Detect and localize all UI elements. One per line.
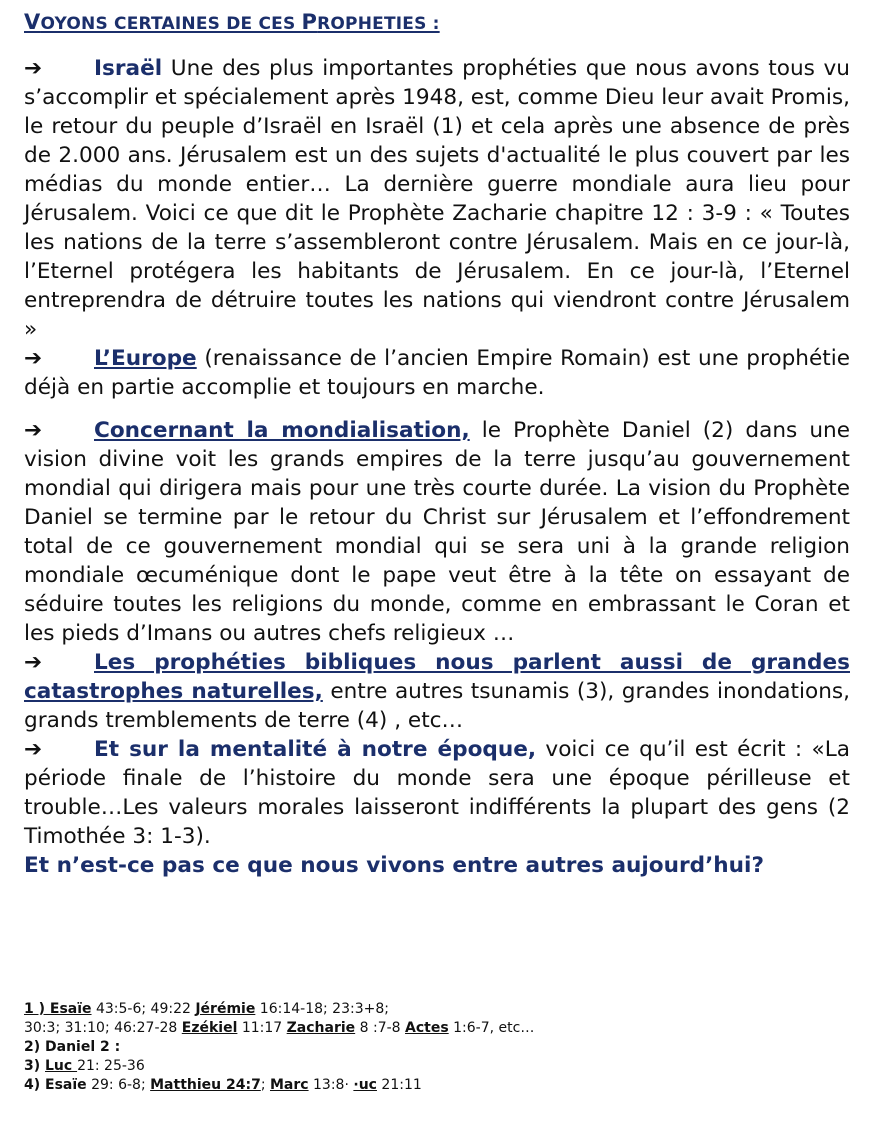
paragraph-catastrophes xyxy=(24,648,850,735)
arrow-icon: ➔ xyxy=(24,418,43,443)
arrow-icon: ➔ xyxy=(24,737,43,762)
arrow-icon: ➔ xyxy=(24,346,43,371)
footnote-1: 1 ) Esaïe 43:5-6; 49:22 Jérémie 16:14-18; 23:3+8; xyxy=(24,1001,389,1017)
ref-esaie: 1 ) Esaïe xyxy=(24,1001,92,1017)
paragraph-israel xyxy=(24,54,850,344)
section-heading xyxy=(24,10,850,34)
ref-matthieu: Matthieu 24:7 xyxy=(150,1077,261,1093)
paragraph-europe xyxy=(24,344,850,402)
paragraph-text-mondialisation: le Prophète Daniel (2) dans une vision divine voit les grands empires de la terre jusqu’au gouvernement mondial qui dirigera mais pour une très courte durée. La vision du Prophète Daniel se termine par le retour du Christ sur Jérusalem et l’effondrement total de ce gouvernement mondial qui se sera uni à la grande religion mondiale œcuménique dont le pape veut être à la tête on essayant de séduire toutes les religions du monde, comme en embrassant le Coran et les pieds d’Imans ou autres chefs religieux … xyxy=(24,418,850,646)
paragraph-text-mentalite: voici ce qu’il est écrit : «La période finale de l’histoire du monde sera une époque périlleuse et trouble…Les valeurs morales laisseront indifférents la plupart des gens (2 Timothée 3: 1-3). xyxy=(24,737,851,849)
footnotes xyxy=(24,1000,850,1095)
paragraph-text-europe: (renaissance de l’ancien Empire Romain) est une prophétie déjà en partie accomplie et toujours en marche. xyxy=(24,346,850,400)
arrow-icon: ➔ xyxy=(24,56,43,81)
footnote-2: 2) Daniel 2 : xyxy=(24,1039,121,1055)
footnote-3: 3) Luc 21: 25-36 xyxy=(24,1058,145,1074)
paragraph-mentalite xyxy=(24,735,850,851)
paragraph-mondialisation xyxy=(24,416,850,648)
ref-jeremie: Jérémie xyxy=(195,1001,256,1017)
paragraph-title-europe: L’Europe xyxy=(94,346,197,371)
document-page xyxy=(24,10,850,880)
footnote-4: 4) Esaïe 29: 6-8; Matthieu 24:7; Marc 13:8· ·uc 21:11 xyxy=(24,1077,422,1093)
heading-part-1: OYONS CERTAINES DE CES xyxy=(40,14,302,34)
paragraph-title-mondialisation: Concernant la mondialisation, xyxy=(94,418,470,443)
closing-question: Et n’est-ce pas ce que nous vivons entre autres aujourd’hui? xyxy=(24,853,764,878)
paragraph-title-catastrophes: Les prophéties bibliques nous parlent aussi de grandes catastrophes naturelles, xyxy=(24,650,850,704)
paragraph-text-catastrophes: entre autres tsunamis (3), grandes inondations, grands tremblements de terre (4) , etc… xyxy=(24,679,851,733)
heading-part-2: ROPHETIES : xyxy=(317,14,440,34)
ref-actes: Actes xyxy=(405,1020,449,1036)
ref-zacharie: Zacharie xyxy=(286,1020,356,1036)
arrow-icon: ➔ xyxy=(24,650,43,675)
ref-marc: Marc xyxy=(269,1077,309,1093)
footnote-1-cont: 30:3; 31:10; 46:27-28 Ezékiel 11:17 Zacharie 8 :7-8 Actes 1:6-7, etc… xyxy=(24,1020,535,1036)
ref-luc: Luc xyxy=(45,1058,78,1074)
ref-esaie-4: 4) Esaïe xyxy=(24,1077,87,1093)
paragraph-title-mentalite: Et sur la mentalité à notre époque, xyxy=(94,737,537,762)
paragraph-title-israel: Israël xyxy=(94,56,163,81)
paragraph-text-israel: Une des plus importantes prophéties que nous avons tous vu s’accomplir et spécialement après 1948, est, comme Dieu leur avait Promis, le retour du peuple d’Israël en Israël (1) et cela après une absence de près de 2.000 ans. Jérusalem est un des sujets d'actualité le plus couvert par les médias du monde entier… La dernière guerre mondiale aura lieu pour Jérusalem. Voici ce que dit le Prophète Zacharie chapitre 12 : 3-9 : « Toutes les nations de la terre s’assembleront contre Jérusalem. Mais en ce jour-là, l’Eternel protégera les habitants de Jérusalem. En ce jour-là, l’Eternel entreprendra de détruire toutes les nations qui viendront contre Jérusalem » xyxy=(24,56,850,342)
ref-ezekiel: Ezékiel xyxy=(181,1020,238,1036)
heading-initial-v: V xyxy=(24,10,41,34)
heading-initial-p: P xyxy=(301,10,318,34)
ref-luc-4: ·uc xyxy=(353,1077,377,1093)
